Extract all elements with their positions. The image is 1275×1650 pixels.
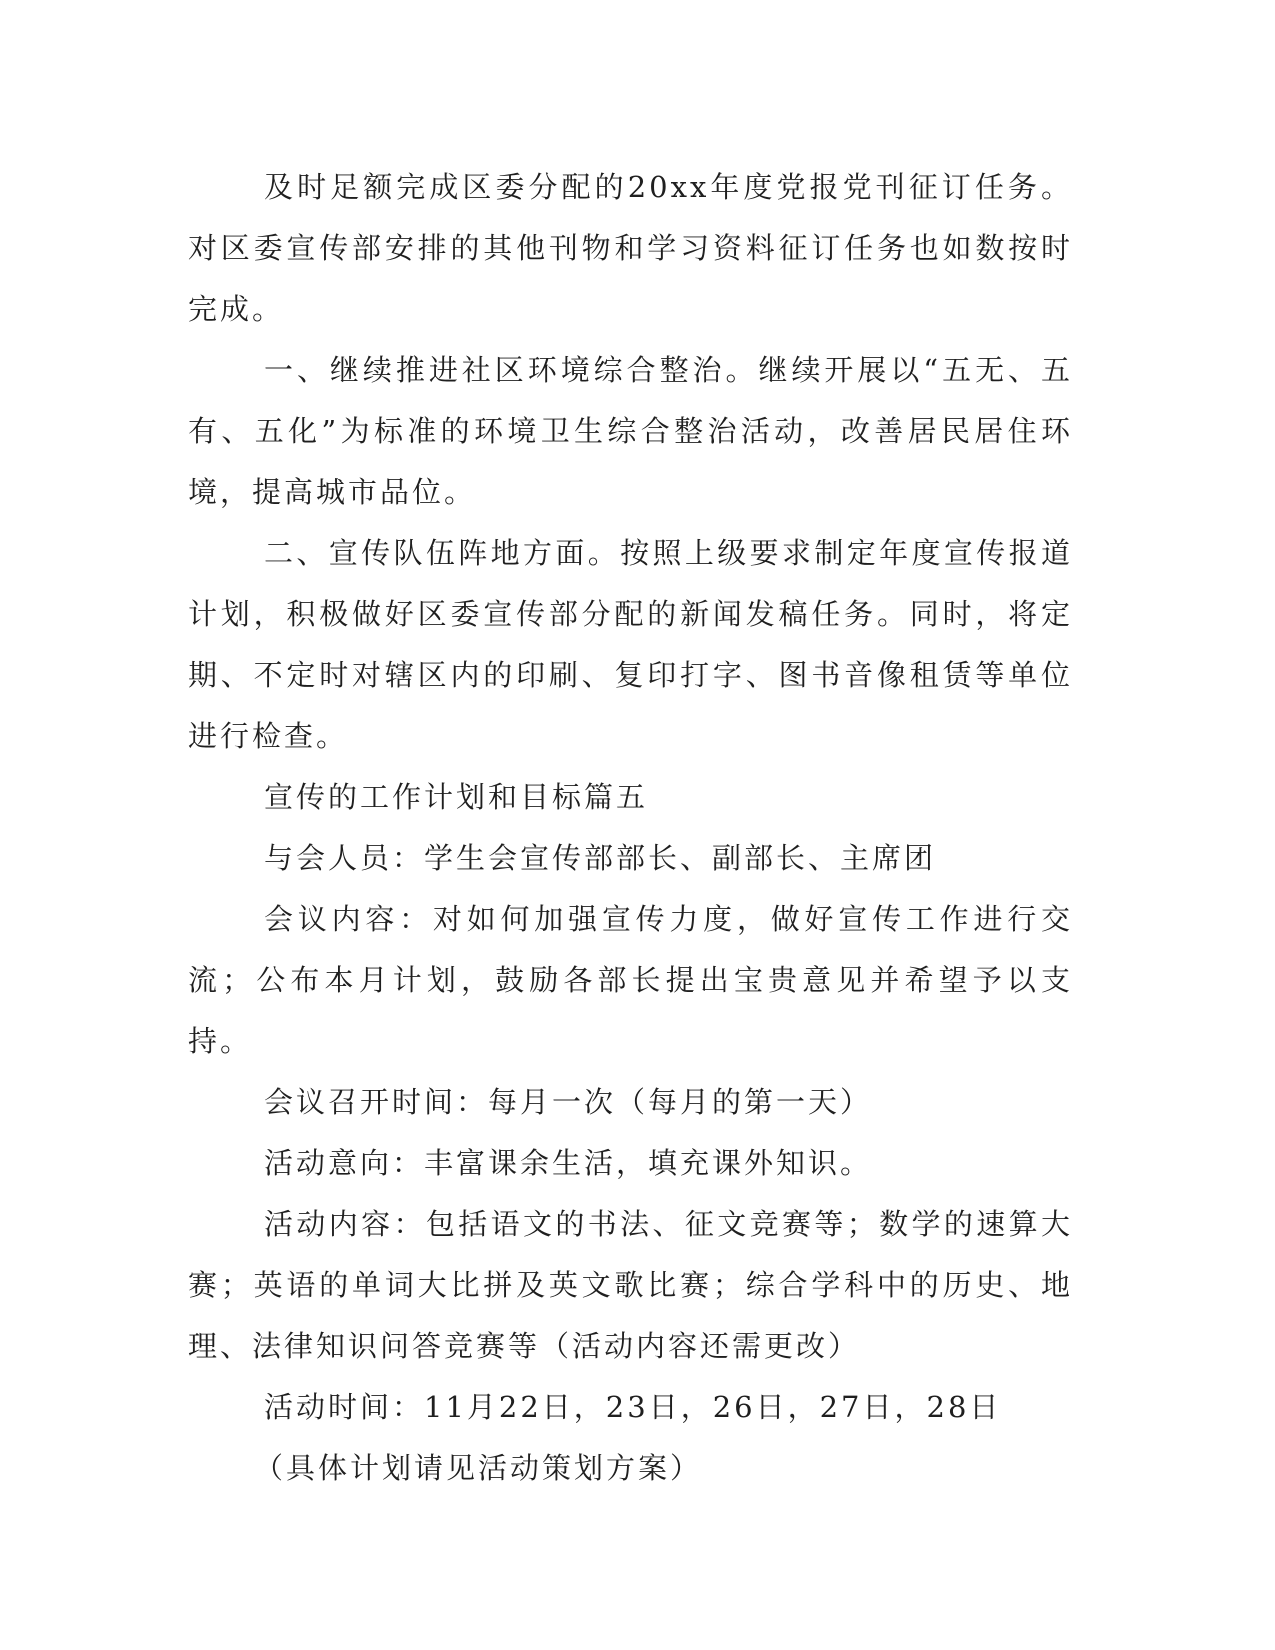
paragraph-environment-rectification: 一、继续推进社区环境综合整治。继续开展以“五无、五有、五化”为标准的环境卫生综合整治活动，改善居民居住环境，提高城市品位。 xyxy=(188,353,1073,509)
paragraph-activity-dates: 活动时间：11月22日，23日，26日，27日，28日 xyxy=(264,1390,1002,1424)
paragraph-activity-intent: 活动意向：丰富课余生活，填充课外知识。 xyxy=(264,1146,873,1180)
paragraph-plan-note: （具体计划请见活动策划方案） xyxy=(254,1451,703,1485)
paragraph-subscription-task: 及时足额完成区委分配的20xx年度党报党刊征订任务。对区委宣传部安排的其他刊物和学习资料征订任务也如数按时完成。 xyxy=(188,170,1073,326)
paragraph-meeting-time: 会议召开时间：每月一次（每月的第一天） xyxy=(264,1085,873,1119)
section-heading: 宣传的工作计划和目标篇五 xyxy=(264,780,649,814)
paragraph-activity-content: 活动内容：包括语文的书法、征文竞赛等；数学的速算大赛；英语的单词大比拼及英文歌比赛；综合学科中的历史、地理、法律知识问答竞赛等（活动内容还需更改） xyxy=(188,1207,1073,1363)
paragraph-attendees: 与会人员：学生会宣传部部长、副部长、主席团 xyxy=(264,841,937,875)
document-body xyxy=(188,157,1073,1499)
paragraph-meeting-content: 会议内容：对如何加强宣传力度，做好宣传工作进行交流；公布本月计划，鼓励各部长提出宝贵意见并希望予以支持。 xyxy=(188,902,1073,1058)
paragraph-publicity-team: 二、宣传队伍阵地方面。按照上级要求制定年度宣传报道计划，积极做好区委宣传部分配的新闻发稿任务。同时，将定期、不定时对辖区内的印刷、复印打字、图书音像租赁等单位进行检查。 xyxy=(188,536,1073,753)
